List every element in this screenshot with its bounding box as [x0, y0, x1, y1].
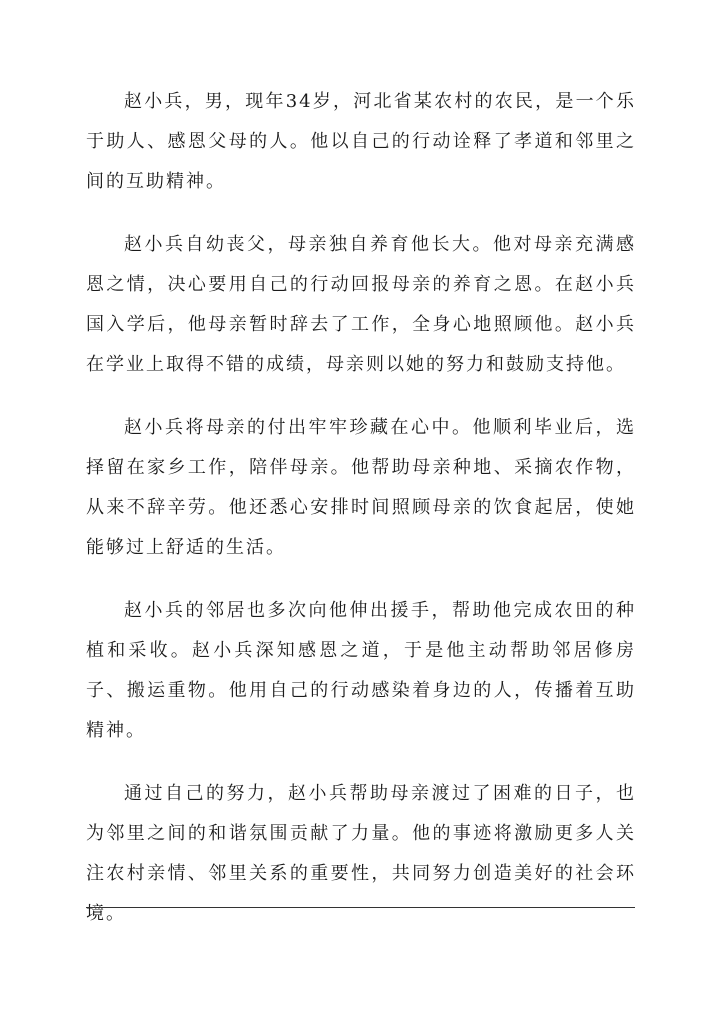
paragraph-caring-for-mother: 赵小兵将母亲的付出牢牢珍藏在心中。他顺利毕业后，选择留在家乡工作，陪伴母亲。他帮助母亲种地、采摘农作物，从来不辞辛劳。他还悉心安排时间照顾母亲的饮食起居，使她能够过上舒适的生活。	[86, 417, 636, 558]
footer-divider	[86, 907, 635, 908]
paragraph-conclusion: 通过自己的努力，赵小兵帮助母亲渡过了困难的日子，也为邻里之间的和谐氛围贡献了力量。他的事迹将激励更多人关注农村亲情、邻里关系的重要性，共同努力创造美好的社会环境。	[86, 783, 636, 924]
paragraph-intro: 赵小兵，男，现年34岁，河北省某农村的农民，是一个乐于助人、感恩父母的人。他以自己的行动诠释了孝道和邻里之间的互助精神。	[86, 91, 636, 192]
document-body	[86, 82, 636, 957]
paragraph-childhood: 赵小兵自幼丧父，母亲独自养育他长大。他对母亲充满感恩之情，决心要用自己的行动回报母亲的养育之恩。在赵小兵国入学后，他母亲暂时辞去了工作，全身心地照顾他。赵小兵在学业上取得不错的成绩，母亲则以她的努力和鼓励支持他。	[86, 234, 636, 375]
paragraph-neighbors: 赵小兵的邻居也多次向他伸出援手，帮助他完成农田的种植和采收。赵小兵深知感恩之道，于是他主动帮助邻居修房子、搬运重物。他用自己的行动感染着身边的人，传播着互助精神。	[86, 600, 636, 741]
